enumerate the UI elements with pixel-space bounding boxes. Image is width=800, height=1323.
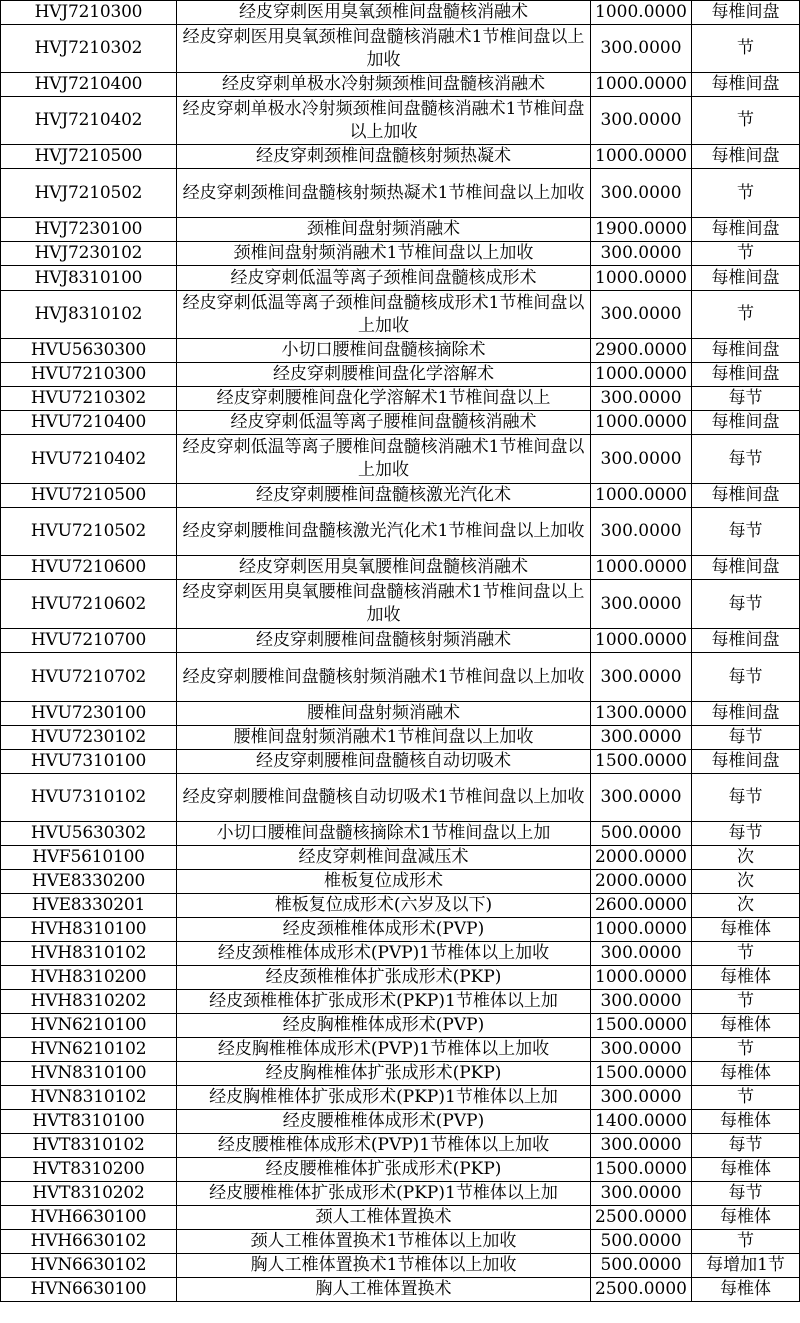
item-name: 颈椎间盘射频消融术 <box>177 218 591 242</box>
item-name: 经皮穿刺腰椎间盘化学溶解术1节椎间盘以上 <box>177 387 591 411</box>
item-code: HVU7210300 <box>1 363 177 387</box>
item-price: 300.0000 <box>591 942 692 966</box>
item-name: 胸人工椎体置换术 <box>177 1278 591 1302</box>
item-price: 300.0000 <box>591 580 692 629</box>
item-unit: 每节 <box>692 508 800 556</box>
item-unit: 节 <box>692 942 800 966</box>
item-code: HVU7210702 <box>1 653 177 702</box>
item-unit: 每椎间盘 <box>692 556 800 580</box>
item-name: 经皮穿刺医用臭氧颈椎间盘髓核消融术1节椎间盘以上加收 <box>177 25 591 73</box>
item-name: 椎板复位成形术(六岁及以下) <box>177 894 591 918</box>
item-code: HVN8310100 <box>1 1062 177 1086</box>
item-price: 300.0000 <box>591 990 692 1014</box>
item-name: 经皮胸椎椎体成形术(PVP)1节椎体以上加收 <box>177 1038 591 1062</box>
item-name: 经皮穿刺单极水冷射频颈椎间盘髓核消融术 <box>177 73 591 97</box>
table-row <box>1 918 800 942</box>
table-row <box>1 774 800 822</box>
item-price: 1500.0000 <box>591 750 692 774</box>
item-code: HVJ7210402 <box>1 97 177 145</box>
table-row <box>1 1038 800 1062</box>
item-price: 500.0000 <box>591 1254 692 1278</box>
item-unit: 次 <box>692 846 800 870</box>
table-row <box>1 1134 800 1158</box>
item-price: 300.0000 <box>591 435 692 484</box>
table-row <box>1 990 800 1014</box>
table-row <box>1 846 800 870</box>
item-name: 腰椎间盘射频消融术1节椎间盘以上加收 <box>177 726 591 750</box>
item-name: 经皮腰椎椎体扩张成形术(PKP) <box>177 1158 591 1182</box>
item-unit: 每椎间盘 <box>692 750 800 774</box>
item-code: HVJ7210500 <box>1 145 177 169</box>
item-price: 2500.0000 <box>591 1206 692 1230</box>
table-row <box>1 1 800 25</box>
item-name: 经皮穿刺腰椎间盘髓核自动切吸术1节椎间盘以上加收 <box>177 774 591 822</box>
item-price: 1500.0000 <box>591 1158 692 1182</box>
item-unit: 每节 <box>692 387 800 411</box>
item-code: HVH6630100 <box>1 1206 177 1230</box>
item-price: 300.0000 <box>591 726 692 750</box>
item-name: 经皮穿刺腰椎间盘髓核射频消融术1节椎间盘以上加收 <box>177 653 591 702</box>
table-row <box>1 822 800 846</box>
item-unit: 节 <box>692 990 800 1014</box>
item-price: 300.0000 <box>591 774 692 822</box>
table-row <box>1 145 800 169</box>
item-unit: 节 <box>692 1230 800 1254</box>
table-row <box>1 363 800 387</box>
item-code: HVJ8310100 <box>1 266 177 291</box>
item-unit: 次 <box>692 870 800 894</box>
item-price: 2900.0000 <box>591 339 692 363</box>
item-unit: 每椎体 <box>692 966 800 990</box>
item-code: HVU7210602 <box>1 580 177 629</box>
item-unit: 每椎间盘 <box>692 339 800 363</box>
item-name: 经皮穿刺医用臭氧颈椎间盘髓核消融术 <box>177 1 591 25</box>
item-code: HVU7210500 <box>1 484 177 508</box>
item-code: HVU7210700 <box>1 629 177 653</box>
item-code: HVT8310202 <box>1 1182 177 1206</box>
item-name: 腰椎间盘射频消融术 <box>177 702 591 726</box>
item-code: HVT8310200 <box>1 1158 177 1182</box>
table-row <box>1 339 800 363</box>
item-price: 2000.0000 <box>591 846 692 870</box>
item-price: 500.0000 <box>591 1230 692 1254</box>
item-unit: 每节 <box>692 726 800 750</box>
item-price: 300.0000 <box>591 291 692 339</box>
item-unit: 每增加1节 <box>692 1254 800 1278</box>
item-price: 300.0000 <box>591 1086 692 1110</box>
item-price: 1000.0000 <box>591 73 692 97</box>
item-price: 1000.0000 <box>591 629 692 653</box>
item-name: 经皮穿刺低温等离子颈椎间盘髓核成形术 <box>177 266 591 291</box>
item-name: 经皮颈椎椎体扩张成形术(PKP) <box>177 966 591 990</box>
item-unit: 节 <box>692 97 800 145</box>
item-name: 经皮穿刺腰椎间盘髓核自动切吸术 <box>177 750 591 774</box>
item-price: 1000.0000 <box>591 966 692 990</box>
item-unit: 节 <box>692 291 800 339</box>
item-code: HVN6630102 <box>1 1254 177 1278</box>
item-code: HVH8310100 <box>1 918 177 942</box>
table-row <box>1 1014 800 1038</box>
item-name: 经皮穿刺低温等离子腰椎间盘髓核消融术 <box>177 411 591 435</box>
item-code: HVJ7210300 <box>1 1 177 25</box>
item-unit: 节 <box>692 1038 800 1062</box>
item-code: HVN6210102 <box>1 1038 177 1062</box>
item-name: 颈椎间盘射频消融术1节椎间盘以上加收 <box>177 242 591 266</box>
item-name: 经皮颈椎椎体成形术(PVP)1节椎体以上加收 <box>177 942 591 966</box>
table-row <box>1 1206 800 1230</box>
table-row <box>1 1278 800 1302</box>
item-code: HVU5630302 <box>1 822 177 846</box>
table-row <box>1 726 800 750</box>
item-code: HVU5630300 <box>1 339 177 363</box>
table-row <box>1 435 800 484</box>
item-name: 经皮穿刺椎间盘减压术 <box>177 846 591 870</box>
item-unit: 每椎间盘 <box>692 1 800 25</box>
item-unit: 每椎体 <box>692 1158 800 1182</box>
item-unit: 每椎间盘 <box>692 629 800 653</box>
item-price: 300.0000 <box>591 25 692 73</box>
item-price: 1900.0000 <box>591 218 692 242</box>
item-name: 经皮颈椎椎体扩张成形术(PKP)1节椎体以上加 <box>177 990 591 1014</box>
item-code: HVE8330201 <box>1 894 177 918</box>
table-row <box>1 484 800 508</box>
item-code: HVU7210302 <box>1 387 177 411</box>
item-code: HVU7210400 <box>1 411 177 435</box>
table-row <box>1 750 800 774</box>
item-unit: 每节 <box>692 1134 800 1158</box>
item-price: 2500.0000 <box>591 1278 692 1302</box>
item-code: HVU7310102 <box>1 774 177 822</box>
item-name: 经皮穿刺低温等离子腰椎间盘髓核消融术1节椎间盘以上加收 <box>177 435 591 484</box>
item-name: 经皮腰椎椎体成形术(PVP)1节椎体以上加收 <box>177 1134 591 1158</box>
item-price: 300.0000 <box>591 1134 692 1158</box>
item-price: 2000.0000 <box>591 870 692 894</box>
item-price: 1500.0000 <box>591 1062 692 1086</box>
item-unit: 每椎间盘 <box>692 73 800 97</box>
item-name: 经皮穿刺腰椎间盘化学溶解术 <box>177 363 591 387</box>
item-unit: 每椎间盘 <box>692 411 800 435</box>
item-code: HVN6210100 <box>1 1014 177 1038</box>
item-name: 经皮穿刺医用臭氧腰椎间盘髓核消融术1节椎间盘以上加收 <box>177 580 591 629</box>
item-code: HVJ7210400 <box>1 73 177 97</box>
item-unit: 每节 <box>692 822 800 846</box>
item-price: 300.0000 <box>591 242 692 266</box>
item-code: HVJ7230102 <box>1 242 177 266</box>
item-code: HVU7230102 <box>1 726 177 750</box>
item-code: HVU7210600 <box>1 556 177 580</box>
item-code: HVH8310202 <box>1 990 177 1014</box>
item-code: HVN6630100 <box>1 1278 177 1302</box>
item-unit: 每椎体 <box>692 1278 800 1302</box>
item-name: 经皮胸椎椎体扩张成形术(PKP)1节椎体以上加 <box>177 1086 591 1110</box>
table-row <box>1 266 800 291</box>
item-code: HVF5610100 <box>1 846 177 870</box>
item-unit: 每椎体 <box>692 1206 800 1230</box>
item-unit: 节 <box>692 1086 800 1110</box>
item-price: 300.0000 <box>591 1038 692 1062</box>
table-row <box>1 1254 800 1278</box>
item-price: 1000.0000 <box>591 556 692 580</box>
item-code: HVE8330200 <box>1 870 177 894</box>
item-unit: 每椎体 <box>692 1062 800 1086</box>
item-name: 胸人工椎体置换术1节椎体以上加收 <box>177 1254 591 1278</box>
table-row <box>1 870 800 894</box>
table-row <box>1 1086 800 1110</box>
item-name: 经皮穿刺腰椎间盘髓核射频消融术 <box>177 629 591 653</box>
item-unit: 每节 <box>692 1182 800 1206</box>
item-name: 经皮穿刺颈椎间盘髓核射频热凝术1节椎间盘以上加收 <box>177 169 591 218</box>
item-price: 500.0000 <box>591 822 692 846</box>
item-unit: 每节 <box>692 653 800 702</box>
table-row <box>1 508 800 556</box>
item-unit: 每椎间盘 <box>692 218 800 242</box>
table-row <box>1 169 800 218</box>
item-unit: 每椎体 <box>692 918 800 942</box>
item-name: 经皮穿刺单极水冷射频颈椎间盘髓核消融术1节椎间盘以上加收 <box>177 97 591 145</box>
item-name: 经皮穿刺颈椎间盘髓核射频热凝术 <box>177 145 591 169</box>
item-price: 300.0000 <box>591 1182 692 1206</box>
table-row <box>1 653 800 702</box>
item-price: 1500.0000 <box>591 1014 692 1038</box>
item-unit: 每节 <box>692 435 800 484</box>
table-row <box>1 387 800 411</box>
item-unit: 每椎间盘 <box>692 266 800 291</box>
table-row <box>1 73 800 97</box>
item-name: 经皮穿刺低温等离子颈椎间盘髓核成形术1节椎间盘以上加收 <box>177 291 591 339</box>
table-row <box>1 702 800 726</box>
item-code: HVJ7210502 <box>1 169 177 218</box>
item-code: HVJ7230100 <box>1 218 177 242</box>
item-price: 1400.0000 <box>591 1110 692 1134</box>
item-name: 经皮胸椎椎体扩张成形术(PKP) <box>177 1062 591 1086</box>
table-row <box>1 1110 800 1134</box>
item-price: 1000.0000 <box>591 363 692 387</box>
table-row <box>1 556 800 580</box>
item-price: 1300.0000 <box>591 702 692 726</box>
table-row <box>1 1158 800 1182</box>
item-code: HVU7310100 <box>1 750 177 774</box>
item-code: HVU7230100 <box>1 702 177 726</box>
item-unit: 每椎间盘 <box>692 702 800 726</box>
item-price: 300.0000 <box>591 508 692 556</box>
item-unit: 每椎体 <box>692 1014 800 1038</box>
item-price: 1000.0000 <box>591 1 692 25</box>
item-name: 经皮穿刺医用臭氧腰椎间盘髓核消融术 <box>177 556 591 580</box>
item-name: 经皮腰椎椎体扩张成形术(PKP)1节椎体以上加 <box>177 1182 591 1206</box>
item-name: 经皮穿刺腰椎间盘髓核激光汽化术 <box>177 484 591 508</box>
item-price: 300.0000 <box>591 169 692 218</box>
item-name: 经皮穿刺腰椎间盘髓核激光汽化术1节椎间盘以上加收 <box>177 508 591 556</box>
item-price: 1000.0000 <box>591 266 692 291</box>
item-code: HVJ8310102 <box>1 291 177 339</box>
item-name: 经皮腰椎椎体成形术(PVP) <box>177 1110 591 1134</box>
table-row <box>1 291 800 339</box>
item-unit: 每椎间盘 <box>692 363 800 387</box>
item-name: 椎板复位成形术 <box>177 870 591 894</box>
table-row <box>1 1182 800 1206</box>
item-unit: 节 <box>692 169 800 218</box>
item-name: 经皮颈椎椎体成形术(PVP) <box>177 918 591 942</box>
item-price: 300.0000 <box>591 97 692 145</box>
item-unit: 每节 <box>692 580 800 629</box>
item-code: HVT8310102 <box>1 1134 177 1158</box>
item-price: 300.0000 <box>591 387 692 411</box>
fee-table-body <box>1 1 800 1302</box>
item-code: HVU7210402 <box>1 435 177 484</box>
table-row <box>1 25 800 73</box>
item-name: 经皮胸椎椎体成形术(PVP) <box>177 1014 591 1038</box>
table-row <box>1 218 800 242</box>
item-code: HVU7210502 <box>1 508 177 556</box>
table-row <box>1 966 800 990</box>
table-row <box>1 580 800 629</box>
table-row <box>1 1230 800 1254</box>
item-name: 小切口腰椎间盘髓核摘除术1节椎间盘以上加 <box>177 822 591 846</box>
item-unit: 每椎体 <box>692 1110 800 1134</box>
table-row <box>1 942 800 966</box>
item-unit: 节 <box>692 242 800 266</box>
item-price: 1000.0000 <box>591 411 692 435</box>
item-unit: 每节 <box>692 774 800 822</box>
table-row <box>1 242 800 266</box>
table-row <box>1 1062 800 1086</box>
item-name: 小切口腰椎间盘髓核摘除术 <box>177 339 591 363</box>
item-code: HVH8310200 <box>1 966 177 990</box>
item-code: HVN8310102 <box>1 1086 177 1110</box>
item-code: HVH6630102 <box>1 1230 177 1254</box>
item-unit: 每椎间盘 <box>692 484 800 508</box>
item-price: 1000.0000 <box>591 918 692 942</box>
item-price: 300.0000 <box>591 653 692 702</box>
item-unit: 节 <box>692 25 800 73</box>
item-code: HVT8310100 <box>1 1110 177 1134</box>
item-unit: 每椎间盘 <box>692 145 800 169</box>
table-row <box>1 629 800 653</box>
item-unit: 次 <box>692 894 800 918</box>
item-price: 1000.0000 <box>591 145 692 169</box>
item-code: HVH8310102 <box>1 942 177 966</box>
table-row <box>1 97 800 145</box>
item-name: 颈人工椎体置换术 <box>177 1206 591 1230</box>
item-code: HVJ7210302 <box>1 25 177 73</box>
item-price: 1000.0000 <box>591 484 692 508</box>
table-row <box>1 894 800 918</box>
item-price: 2600.0000 <box>591 894 692 918</box>
item-name: 颈人工椎体置换术1节椎体以上加收 <box>177 1230 591 1254</box>
table-row <box>1 411 800 435</box>
